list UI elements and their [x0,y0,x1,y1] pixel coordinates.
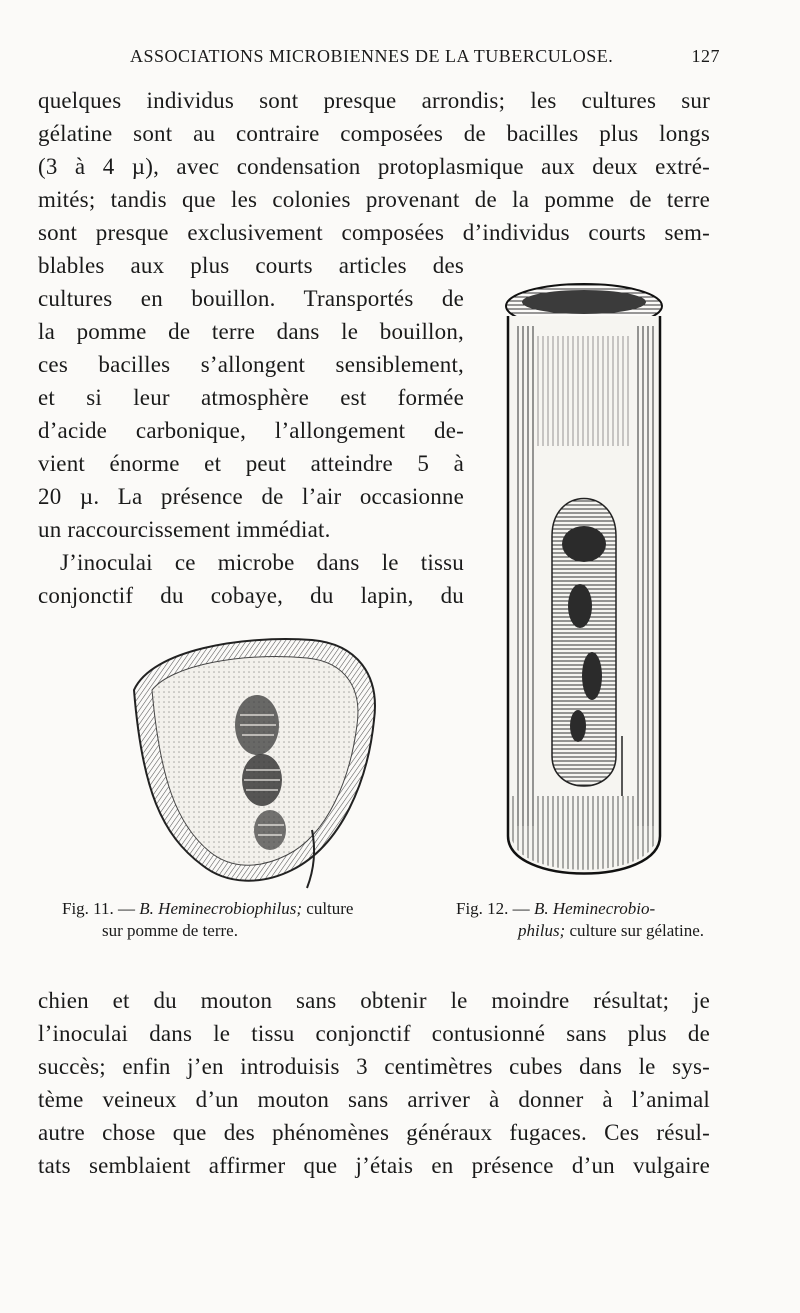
page-number: 127 [691,46,720,66]
text-line: J’inoculai ce microbe dans le tissu [60,550,464,575]
text-line: succès; enfin j’en introduisis 3 centimètres cubes dans le sys- [38,1054,710,1079]
text-line: d’acide carbonique, l’allongement de- [38,418,464,443]
text-line: autre chose que des phénomènes généraux fugaces. Ces résul- [38,1120,710,1145]
figure-12-desc: culture sur gélatine. [569,921,705,940]
text-line: gélatine sont au contraire composées de bacilles plus longs [38,121,710,146]
text-line: quelques individus sont presque arrondis; les cultures sur [38,88,710,113]
figure-11-potato-culture [112,630,392,890]
figure-11-label: Fig. 11. — [62,899,136,918]
running-header [130,46,720,67]
text-line: cultures en bouillon. Transportés de [38,286,464,311]
figure-12-species: B. Heminecrobio- [533,899,656,918]
running-title: ASSOCIATIONS MICROBIENNES DE LA TUBERCULOSE. [130,46,614,66]
figure-11-desc: culture [306,899,354,918]
text-line: conjonctif du cobaye, du lapin, du [38,583,464,608]
text-line: et si leur atmosphère est formée [38,385,464,410]
text-line: blables aux plus courts articles des [38,253,464,278]
figure-12-species-2: philus; [518,921,566,940]
figure-12-label: Fig. 12. — [456,899,530,918]
text-line: mités; tandis que les colonies provenant de la pomme de terre [38,187,710,212]
text-line: tème veineux d’un mouton sans arriver à donner à l’animal [38,1087,710,1112]
text-line: chien et du mouton sans obtenir le moindre résultat; je [38,988,710,1013]
figure-12-gelatin-tube [492,276,682,906]
figure-12-caption [456,898,756,942]
figure-11-caption [62,898,442,942]
text-line: 20 µ. La présence de l’air occasionne [38,484,464,509]
text-line: vient énorme et peut atteindre 5 à [38,451,464,476]
figure-11-species: B. Heminecrobiophilus; [139,899,303,918]
text-line: ces bacilles s’allongent sensiblement, [38,352,464,377]
figure-11-desc-2: sur pomme de terre. [102,921,238,940]
text-line: un raccourcissement immédiat. [38,517,331,542]
text-line: sont presque exclusivement composées d’individus courts sem- [38,220,710,245]
text-line: tats semblaient affirmer que j’étais en présence d’un vulgaire [38,1153,710,1178]
text-line: la pomme de terre dans le bouillon, [38,319,464,344]
text-line: (3 à 4 µ), avec condensation protoplasmique aux deux extré- [38,154,710,179]
text-line: l’inoculai dans le tissu conjonctif contusionné sans plus de [38,1021,710,1046]
